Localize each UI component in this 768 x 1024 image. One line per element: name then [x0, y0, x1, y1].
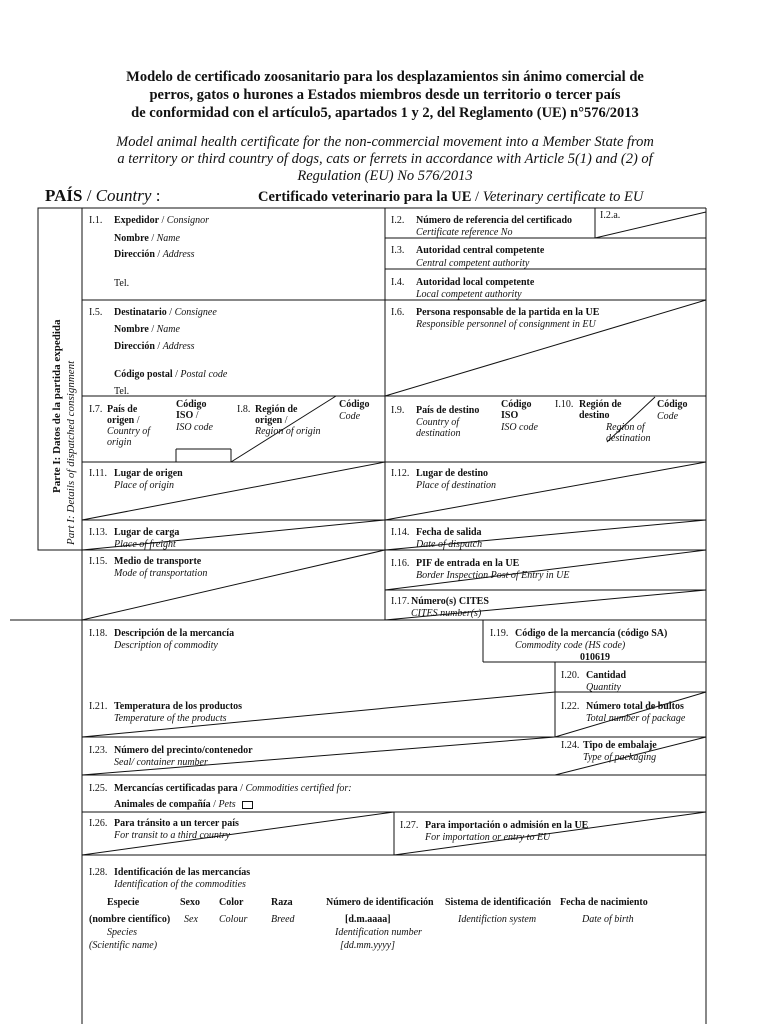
i22-label-en: Total number of package — [586, 713, 686, 724]
title-es-line-2: perros, gatos o hurones a Estados miembros desde un territorio o tercer país — [149, 87, 621, 103]
i21-label: Temperatura de los productos — [114, 701, 243, 712]
col-id-system-en: Identifiction system — [458, 914, 537, 925]
i7-iso-code-en: ISO code — [176, 422, 213, 433]
i8-label-2: origen / — [255, 415, 288, 426]
i20-label-en: Quantity — [586, 682, 621, 693]
i5-address-label: Dirección / Address — [114, 341, 195, 352]
i14-number: I.14. — [391, 527, 410, 538]
i5-tel-label: Tel. — [114, 386, 130, 397]
title-en-line-3: Regulation (EU) No 576/2013 — [297, 168, 473, 184]
i25-label: Mercancías certificadas para / Commodities certified for: — [114, 783, 352, 794]
col-id-number-en: Identification number — [335, 927, 422, 938]
col-id-format-es: [d.m.aaaa] — [345, 914, 391, 925]
part-one-label-en: Part I: Details of dispatched consignment — [65, 360, 77, 545]
i13-number: I.13. — [89, 527, 108, 538]
i7-code-label: Código — [176, 399, 207, 410]
col-id-number-header: Número de identificación — [326, 897, 434, 908]
col-sex-header: Sexo — [180, 897, 200, 908]
i13-label-en: Place of freight — [114, 539, 176, 550]
title-es-line-1: Modelo de certificado zoosanitario para los desplazamientos sin ánimo comercial de — [126, 69, 644, 85]
title-en-line-2: a territory or third country of dogs, cats or ferrets in accordance with Article 5(1) and (2) of — [117, 151, 653, 167]
i9-label: País de destino — [416, 405, 480, 416]
col-id-format-en: [dd.mm.yyyy] — [340, 940, 395, 951]
i19-label-en: Commodity code (HS code) — [515, 640, 626, 651]
col-breed-header: Raza — [271, 897, 293, 908]
i15-label-en: Mode of transportation — [114, 568, 208, 579]
col-sex-en: Sex — [184, 914, 198, 925]
i17-number: I.17. — [391, 596, 410, 607]
i27-number: I.27. — [400, 820, 419, 831]
i5-label: Destinatario / Consignee — [114, 307, 217, 318]
i22-number: I.22. — [561, 701, 580, 712]
i16-number: I.16. — [391, 558, 410, 569]
col-dob-header: Fecha de nacimiento — [560, 897, 648, 908]
i8-number: I.8. — [237, 404, 251, 415]
i18-label-en: Description of commodity — [114, 640, 218, 651]
i9-iso-code-en: ISO code — [501, 422, 538, 433]
i12-label-en: Place of destination — [416, 480, 496, 491]
i28-number: I.28. — [89, 867, 108, 878]
i1-name-label: Nombre / Name — [114, 233, 180, 244]
i28-label-en: Identification of the commodities — [114, 879, 246, 890]
i16-label: PIF de entrada en la UE — [416, 558, 520, 569]
i26-label-en: For transit to a third country — [114, 830, 231, 841]
i10-label-1: Región de — [579, 399, 622, 410]
i6-label: Persona responsable de la partida en la UE — [416, 307, 600, 318]
i20-number: I.20. — [561, 670, 580, 681]
i5-postal-label: Código postal / Postal code — [114, 369, 228, 380]
i8-label-1: Región de — [255, 404, 298, 415]
i27-label: Para importación o admisión en la UE — [425, 820, 589, 831]
i1-number: I.1. — [89, 215, 103, 226]
i3-label-en: Central competent authority — [416, 258, 530, 269]
i27-label-en: For importation or entry to EU — [425, 832, 551, 843]
col-species-header: Especie — [107, 897, 140, 908]
i13-label: Lugar de carga — [114, 527, 180, 538]
i2-label-en: Certificate reference No — [416, 227, 513, 238]
i11-number: I.11. — [89, 468, 107, 479]
i10-label-en-2: destination — [606, 433, 651, 444]
i6-label-en: Responsible personnel of consignment in EU — [416, 319, 596, 330]
i9-code-label: Código — [501, 399, 532, 410]
i7-iso-label: ISO / — [176, 410, 199, 421]
i20-label: Cantidad — [586, 670, 627, 681]
i24-number: I.24. — [561, 740, 580, 751]
col-id-system-header: Sistema de identificación — [445, 897, 552, 908]
pets-checkbox[interactable] — [242, 801, 253, 809]
i7-label-en-1: Country of — [107, 426, 151, 437]
i14-label-en: Date of dispatch — [416, 539, 483, 550]
title-en-line-1: Model animal health certificate for the non-commercial movement into a Member State from — [116, 134, 654, 150]
col-dob-en: Date of birth — [582, 914, 634, 925]
i7-label-2: origen / — [107, 415, 140, 426]
i2a-label: I.2.a. — [600, 210, 621, 221]
i12-label: Lugar de destino — [416, 468, 489, 479]
i9-number: I.9. — [391, 405, 405, 416]
i12-number: I.12. — [391, 468, 410, 479]
i25-number: I.25. — [89, 783, 108, 794]
i2-number: I.2. — [391, 215, 405, 226]
i10-label-en-1: Region of — [606, 422, 645, 433]
i25-pets-option[interactable]: Animales de compañía / Pets — [114, 799, 253, 810]
i23-label: Número del precinto/contenedor — [114, 745, 253, 756]
col-species-en: Species — [107, 927, 137, 938]
i21-number: I.21. — [89, 701, 108, 712]
i18-label: Descripción de la mercancía — [114, 628, 235, 639]
i4-label-en: Local competent authority — [416, 289, 522, 300]
i28-label: Identificación de las mercancías — [114, 867, 251, 878]
i10-label-2: destino — [579, 410, 610, 421]
i9-label-en-2: destination — [416, 428, 461, 439]
i9-label-en-1: Country of — [416, 417, 460, 428]
i16-label-en: Border Inspection Post of Entry in UE — [416, 570, 570, 581]
i15-label: Medio de transporte — [114, 556, 202, 567]
i14-label: Fecha de salida — [416, 527, 482, 538]
i23-number: I.23. — [89, 745, 108, 756]
i17-label-en: CITES number(s) — [411, 608, 482, 619]
i10-code-label: Código — [657, 399, 688, 410]
i23-label-en: Seal/ container number — [114, 757, 208, 768]
i19-number: I.19. — [490, 628, 509, 639]
i9-iso-label: ISO — [501, 410, 519, 421]
i24-label-en: Type of packaging — [583, 752, 657, 763]
i2-label: Número de referencia del certificado — [416, 215, 573, 226]
i11-label-en: Place of origin — [114, 480, 174, 491]
i6-number: I.6. — [391, 307, 405, 318]
i18-number: I.18. — [89, 628, 108, 639]
col-colour-header: Color — [219, 897, 244, 908]
i1-label: Expedidor / Consignor — [114, 215, 210, 226]
i7-label-1: País de — [107, 404, 138, 415]
i19-hs-code-value: 010619 — [580, 652, 610, 663]
i10-number: I.10. — [555, 399, 574, 410]
i22-label: Número total de bultos — [586, 701, 684, 712]
country-label: PAÍS / Country : — [45, 186, 161, 205]
title-es-line-3: de conformidad con el artículo5, apartados 1 y 2, del Reglamento (UE) n°576/2013 — [131, 105, 639, 121]
i26-label: Para tránsito a un tercer país — [114, 818, 239, 829]
i8-code-en: Code — [339, 411, 361, 422]
i5-name-label: Nombre / Name — [114, 324, 180, 335]
col-sci-name-en: (Scientific name) — [89, 940, 158, 951]
i5-number: I.5. — [89, 307, 103, 318]
i11-label: Lugar de origen — [114, 468, 183, 479]
i4-label: Autoridad local competente — [416, 277, 535, 288]
certificate-type: Certificado veterinario para la UE / Veterinary certificate to EU — [258, 189, 644, 205]
i21-label-en: Temperature of the products — [114, 713, 227, 724]
i17-label: Número(s) CITES — [411, 596, 489, 607]
i26-number: I.26. — [89, 818, 108, 829]
i1-address-label: Dirección / Address — [114, 249, 195, 260]
part-one-label: Parte I: Datos de la partida expedida — [51, 319, 63, 493]
i3-number: I.3. — [391, 245, 405, 256]
i3-label: Autoridad central competente — [416, 245, 545, 256]
i24-label: Tipo de embalaje — [583, 740, 657, 751]
i8-code-label: Código — [339, 399, 370, 410]
i10-code-en: Code — [657, 411, 679, 422]
i19-label: Código de la mercancía (código SA) — [515, 628, 668, 639]
i7-number: I.7. — [89, 404, 103, 415]
i7-label-en-2: origin — [107, 437, 132, 448]
i4-number: I.4. — [391, 277, 405, 288]
col-breed-en: Breed — [271, 914, 295, 925]
col-colour-en: Colour — [219, 914, 248, 925]
i1-tel-label: Tel. — [114, 278, 130, 289]
i8-label-en: Region of origin — [255, 426, 321, 437]
i15-number: I.15. — [89, 556, 108, 567]
col-sci-name-es: (nombre científico) — [89, 914, 171, 925]
